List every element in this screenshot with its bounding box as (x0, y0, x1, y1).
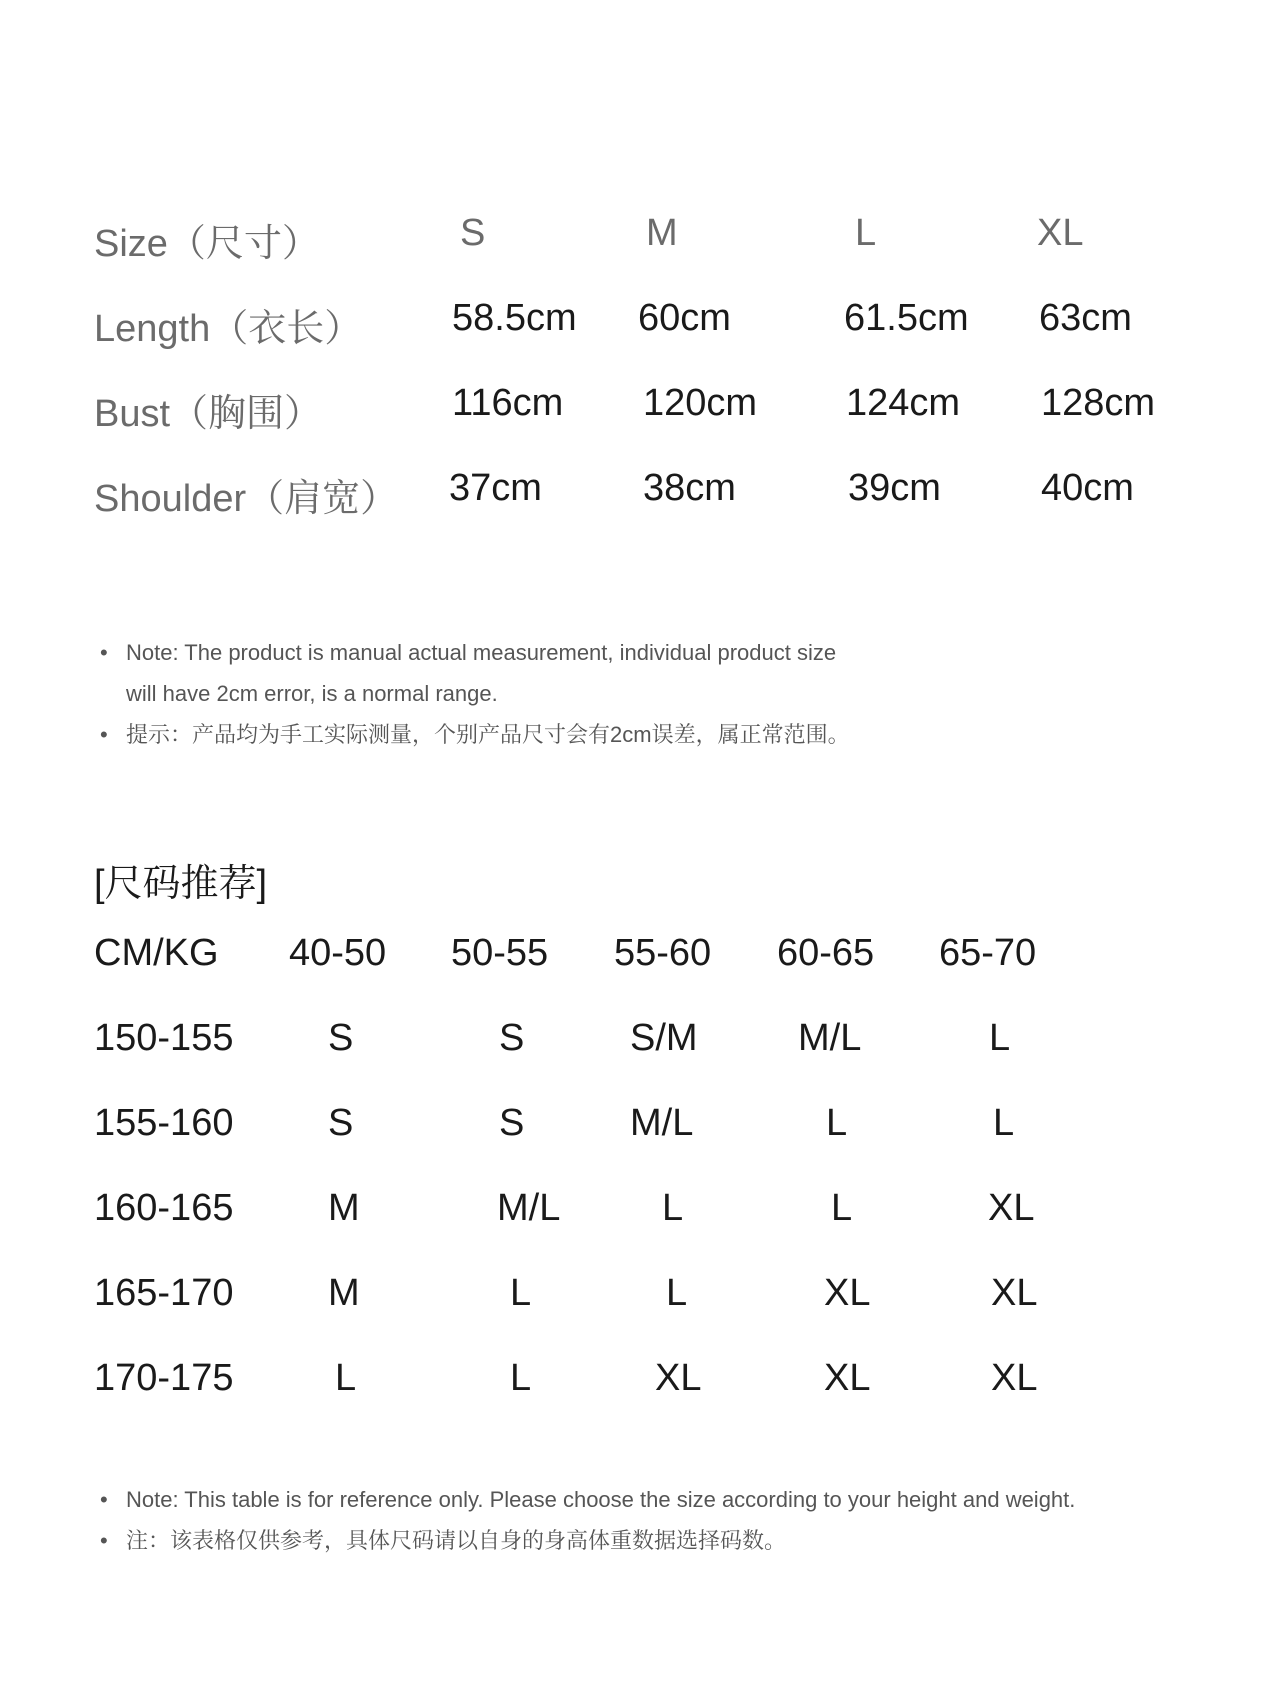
recommendation-title: [尺码推荐] (94, 863, 268, 905)
length-s: 58.5cm (452, 297, 577, 339)
rec-row-height: 165-170 (94, 1272, 234, 1314)
rec-row-cell: L (989, 1017, 1011, 1059)
rec-row-cell: M/L (630, 1102, 694, 1144)
rec-row-height: 170-175 (94, 1357, 234, 1399)
size-header-s: S (460, 212, 486, 254)
bust-s: 116cm (452, 382, 564, 424)
rec-row-cell: XL (655, 1357, 702, 1399)
rec-header-65-70: 65-70 (939, 932, 1037, 974)
shoulder-l: 39cm (848, 467, 941, 509)
note-measurement-zh (100, 714, 1220, 755)
note-reference-en (100, 1479, 1260, 1520)
size-header-l: L (855, 212, 877, 254)
rec-row-cell: M (328, 1187, 360, 1229)
rec-header-60-65: 60-65 (777, 932, 875, 974)
rec-row-cell: S/M (630, 1017, 698, 1059)
bullet-icon: • (100, 640, 108, 665)
rec-row-height: 150-155 (94, 1017, 234, 1059)
rec-row-cell: L (993, 1102, 1015, 1144)
note-reference-zh (100, 1520, 1260, 1561)
rec-row-cell: XL (988, 1187, 1035, 1229)
rec-row-cell: L (826, 1102, 848, 1144)
bust-l: 124cm (846, 382, 961, 424)
length-l: 61.5cm (844, 297, 969, 339)
rec-row-cell: S (328, 1102, 354, 1144)
rec-row-cell: S (499, 1102, 525, 1144)
rec-row-height: 155-160 (94, 1102, 234, 1144)
rec-row-cell: XL (824, 1272, 871, 1314)
shoulder-m: 38cm (643, 467, 736, 509)
length-label: Length（衣长） (94, 308, 363, 350)
rec-row-cell: L (510, 1272, 532, 1314)
shoulder-label: Shoulder（肩宽） (94, 478, 399, 520)
rec-row-cell: L (335, 1357, 357, 1399)
rec-header-40-50: 40-50 (289, 932, 387, 974)
size-header-xl: XL (1037, 212, 1084, 254)
note-measurement-en-line1: Note: The product is manual actual measurement, individual product size (126, 640, 837, 665)
rec-row-cell: XL (824, 1357, 871, 1399)
rec-row-cell: XL (991, 1272, 1038, 1314)
rec-row-cell: L (662, 1187, 684, 1229)
length-xl: 63cm (1039, 297, 1132, 339)
length-m: 60cm (638, 297, 731, 339)
bullet-icon: • (100, 1528, 108, 1553)
rec-row-height: 160-165 (94, 1187, 234, 1229)
bullet-icon: • (100, 722, 108, 747)
rec-row-cell: L (831, 1187, 853, 1229)
bust-m: 120cm (643, 382, 758, 424)
note-measurement-en (100, 632, 1220, 714)
rec-header-55-60: 55-60 (614, 932, 712, 974)
rec-row-cell: L (510, 1357, 532, 1399)
bust-label: Bust（胸围） (94, 393, 323, 435)
rec-row-cell: M (328, 1272, 360, 1314)
rec-row-cell: S (499, 1017, 525, 1059)
size-header-label: Size（尺寸） (94, 223, 320, 265)
rec-row-cell: M/L (497, 1187, 561, 1229)
bust-xl: 128cm (1041, 382, 1156, 424)
shoulder-s: 37cm (449, 467, 542, 509)
size-header-m: M (646, 212, 678, 254)
note-reference-en-text: Note: This table is for reference only. Please choose the size according to your height and weight. (126, 1487, 1076, 1512)
note-measurement-zh-text: 提示：产品均为手工实际测量，个别产品尺寸会有2cm误差，属正常范围。 (126, 722, 850, 747)
bullet-icon: • (100, 1487, 108, 1512)
rec-row-cell: S (328, 1017, 354, 1059)
rec-row-cell: L (666, 1272, 688, 1314)
note-reference-zh-text: 注：该表格仅供参考，具体尺码请以自身的身高体重数据选择码数。 (126, 1528, 787, 1553)
note-measurement-en-line2: will have 2cm error, is a normal range. (126, 681, 498, 706)
shoulder-xl: 40cm (1041, 467, 1134, 509)
rec-row-cell: M/L (798, 1017, 862, 1059)
rec-header-cmkg: CM/KG (94, 932, 219, 974)
rec-header-50-55: 50-55 (451, 932, 549, 974)
rec-row-cell: XL (991, 1357, 1038, 1399)
